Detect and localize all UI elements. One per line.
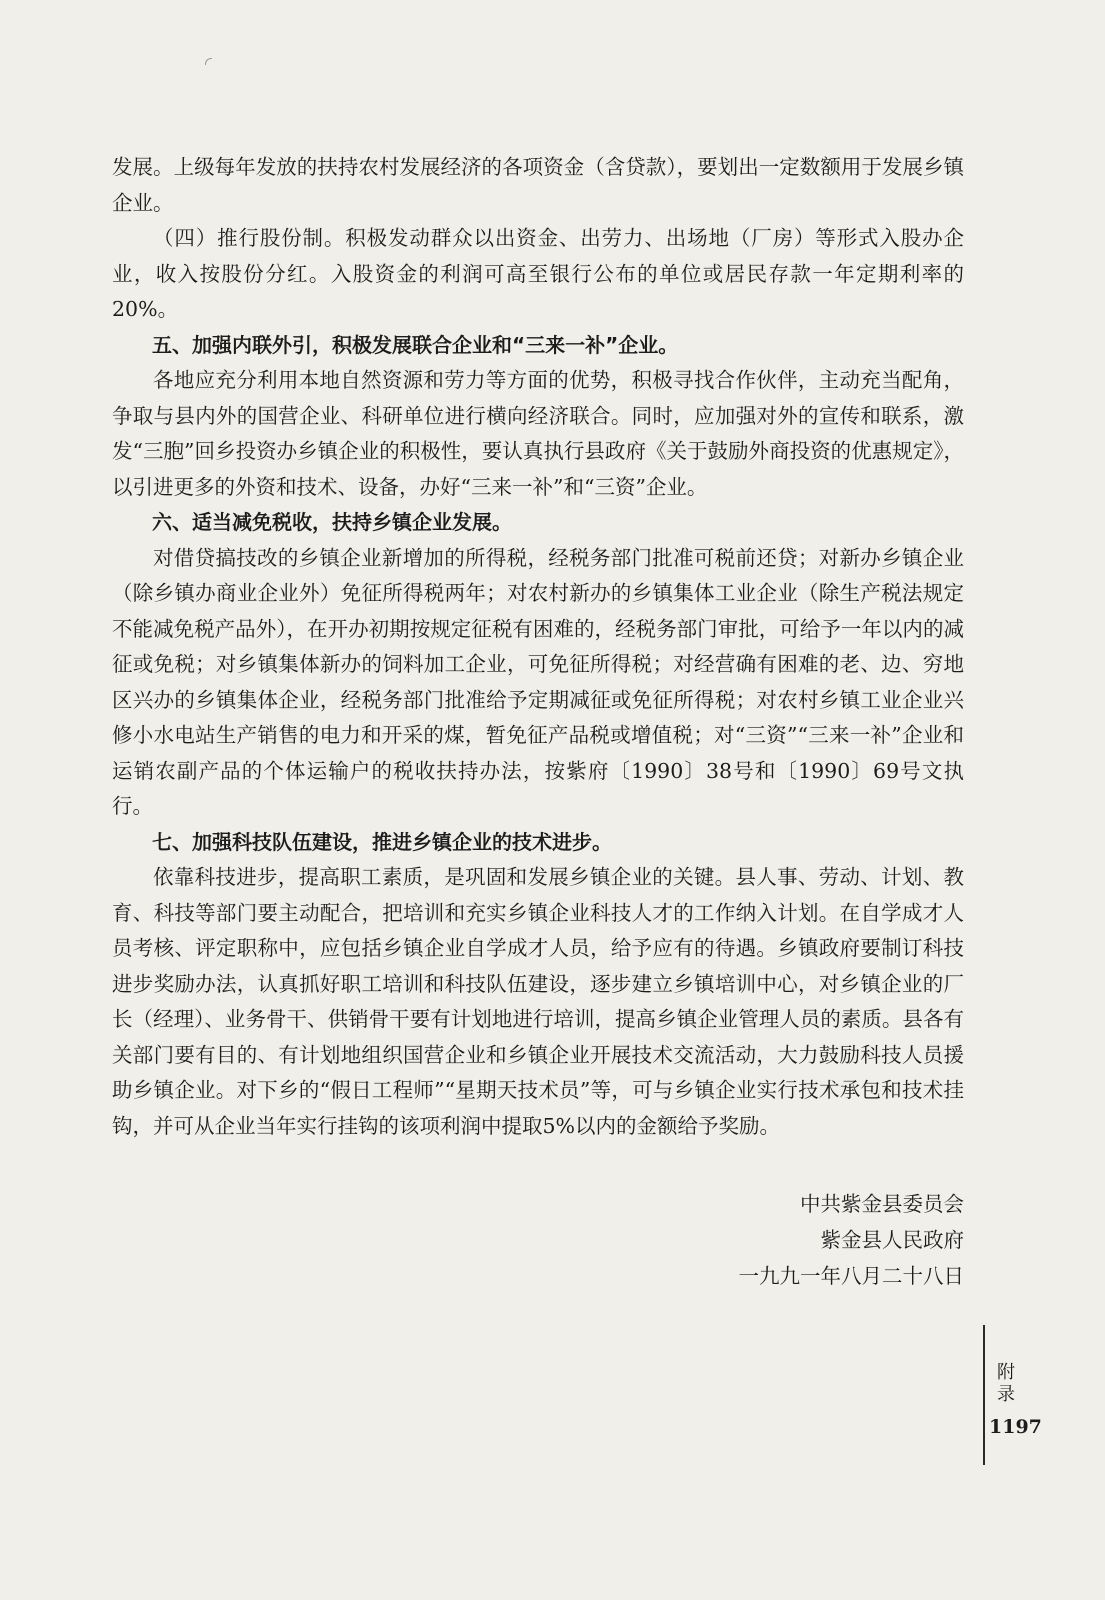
signature-block [739, 1186, 965, 1294]
section-tab-char-2: 录 [997, 1384, 1015, 1405]
paragraph-section-5: 各地应充分利用本地自然资源和劳力等方面的优势，积极寻找合作伙伴，主动充当配角，争取与县内外的国营企业、科研单位进行横向经济联合。同时，应加强对外的宣传和联系，激发“三胞”回乡投资办乡镇企业的积极性，要认真执行县政府《关于鼓励外商投资的优惠规定》，以引进更多的外资和技术、设备，办好“三来一补”和“三资”企业。 [112, 368, 964, 499]
paragraph-continued: 发展。上级每年发放的扶持农村发展经济的各项资金（含贷款），要划出一定数额用于发展乡镇企业。 [112, 155, 964, 215]
signature-org-government: 紫金县人民政府 [820, 1228, 964, 1252]
scan-speck [205, 58, 212, 65]
page-number: 1197 [989, 1416, 1042, 1438]
paragraph-section-6: 对借贷搞技改的乡镇企业新增加的所得税，经税务部门批准可税前还贷；对新办乡镇企业（除乡镇办商业企业外）免征所得税两年；对农村新办的乡镇集体工业企业（除生产税法规定不能减免税产品外），在开办初期按规定征税有困难的，经税务部门审批，可给予一年以内的减征或免税；对乡镇集体新办的饲料加工企业，可免征所得税；对经营确有困难的老、边、穷地区兴办的乡镇集体企业，经税务部门批准给予定期减征或免征所得税；对农村乡镇工业企业兴修小水电站生产销售的电力和开采的煤，暂免征产品税或增值税；对“三资”“三来一补”企业和运销农副产品的个体运输户的税收扶持办法，按紫府〔1990〕38号和〔1990〕69号文执行。 [112, 545, 964, 818]
section-heading-6: 六、适当减免税收，扶持乡镇企业发展。 [152, 510, 512, 534]
section-heading-5: 五、加强内联外引，积极发展联合企业和“三来一补”企业。 [152, 332, 679, 357]
paragraph-section-7: 依靠科技进步，提高职工素质，是巩固和发展乡镇企业的关键。县人事、劳动、计划、教育、科技等部门要主动配合，把培训和充实乡镇企业科技人才的工作纳入计划。在自学成才人员考核、评定职称中，应包括乡镇企业自学成才人员，给予应有的待遇。乡镇政府要制订科技进步奖励办法，认真抓好职工培训和科技队伍建设，逐步建立乡镇培训中心，对乡镇企业的厂长（经理）、业务骨干、供销骨干要有计划地进行培训，提高乡镇企业管理人员的素质。县各有关部门要有目的、有计划地组织国营企业和乡镇企业开展技术交流活动，大力鼓励科技人员援助乡镇企业。对下乡的“假日工程师”“星期天技术员”等，可与乡镇企业实行技术承包和技术挂钩，并可从企业当年实行挂钩的该项利润中提取5%以内的金额给予奖励。 [112, 865, 964, 1138]
section-tab-char-1: 附 [997, 1362, 1015, 1383]
signature-org-party: 中共紫金县委员会 [800, 1192, 964, 1216]
margin-rule [983, 1325, 985, 1465]
paragraph-shareholding: （四）推行股份制。积极发动群众以出资金、出劳力、出场地（厂房）等形式入股办企业，收入按股份分红。入股资金的利润可高至银行公布的单位或居民存款一年定期利率的20%。 [112, 226, 964, 321]
signature-date: 一九九一年八月二十八日 [738, 1264, 964, 1288]
body-text [112, 150, 964, 1144]
section-tab [994, 1362, 1018, 1406]
section-heading-7: 七、加强科技队伍建设，推进乡镇企业的技术进步。 [152, 829, 612, 854]
